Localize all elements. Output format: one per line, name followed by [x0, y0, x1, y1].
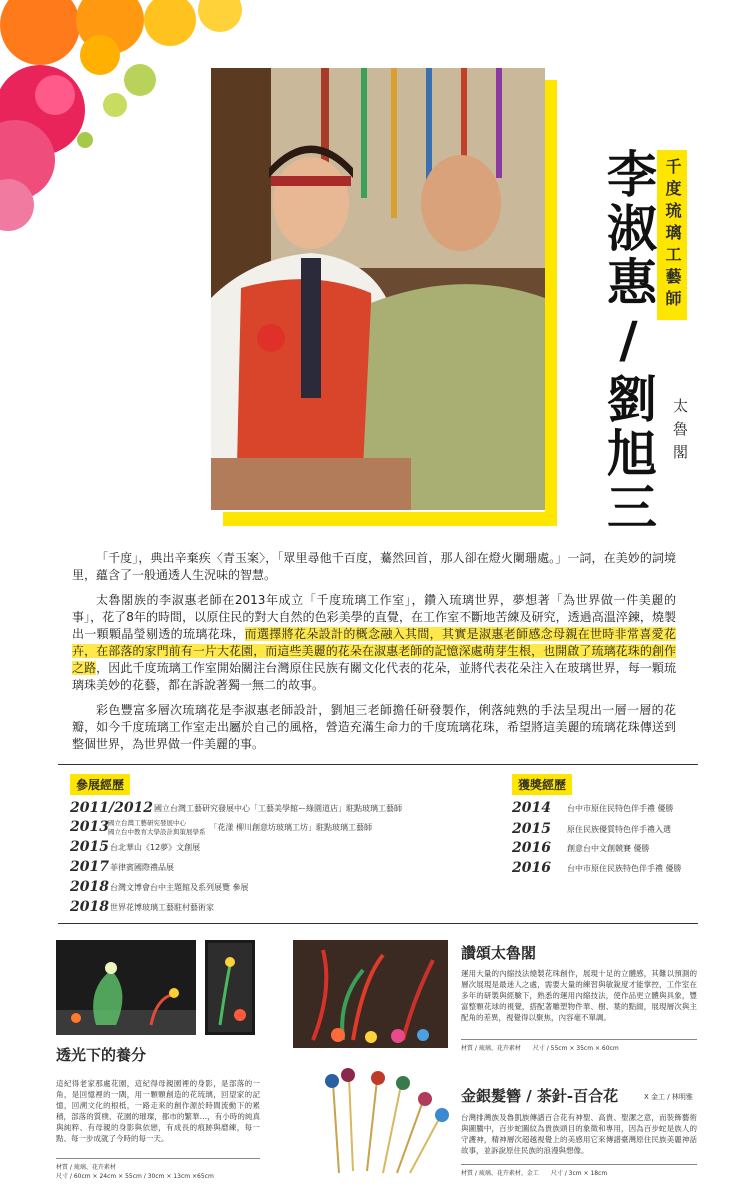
exhibition-item [70, 859, 174, 875]
work3-caption: 材質 / 琉璃、花卉素材、金工 尺寸 / 3cm × 18cm [461, 1170, 608, 1177]
work3-photo [305, 1065, 455, 1177]
work1-title: 透光下的養分 [56, 1046, 147, 1064]
exhibition-year: 2013 [70, 819, 109, 835]
exhibition-text: 台北華山《12夢》文創展 [110, 842, 201, 852]
intro-paragraph-3: 彩色豐富多層次琉璃花是李淑惠老師設計，劉旭三老師擔任研發製作，俐落純熟的手法呈現出一層一層的花瓣，如今千度琉璃工作室走出屬於自己的風格，營造充滿生命力的千度琉璃花珠，希望將這美麗的琉璃花珠傳送到整個世界，為世界做一件美麗的事。 [72, 703, 676, 751]
award-text: 台中市原住民特色伴手禮 優勝 [567, 803, 674, 813]
work3-title: 金銀髮簪 / 茶針-百合花 [461, 1087, 619, 1105]
exhibition-text: 世界花博玻璃工藝駐村藝術家 [110, 902, 214, 912]
photo-frame-accent-side [545, 80, 557, 526]
work2-caption: 材質 / 琉璃、花卉素材 尺寸 / 55cm × 35cm × 60cm [461, 1045, 619, 1052]
award-item [512, 800, 674, 816]
award-year: 2015 [512, 821, 551, 837]
intro-p2-highlight: 而選擇將花朵設計的概念融入其間，其實是淑惠老師感念母親在世時非常喜愛花卉，在部落的家門前有一片大花園，而這些美麗的花朵在淑惠老師的記憶深處萌芽生根，也開啟了琉璃花珠的創作之路 [72, 627, 676, 675]
award-year: 2016 [512, 840, 551, 856]
artist-title-tag: 千度琉璃工藝師 [657, 150, 687, 320]
exhibition-item [70, 839, 200, 855]
work1-caption-rule [56, 1158, 260, 1159]
exhibition-text: 菲律賓國際禮品展 [110, 862, 174, 872]
exhibition-year: 2011/2012 [70, 800, 154, 816]
section-divider-bottom [58, 923, 698, 924]
exhibition-text: 國立台中教育大學設計與策展學系 [108, 828, 206, 836]
work2-photo [293, 940, 448, 1048]
intro-text [72, 550, 676, 761]
exhibition-item [70, 800, 402, 816]
exhibition-text: 國立台灣工藝研究發展中心 [108, 819, 186, 827]
exhibition-text: 「花漾 柳川創意坊玻璃工坊」駐點玻璃工藝師 [209, 822, 373, 832]
exhibition-year: 2018 [70, 879, 109, 895]
work1-material: 材質 / 琉璃、花卉素材 [56, 1164, 116, 1171]
work1-photo-2 [205, 940, 255, 1035]
work3-caption-rule [461, 1164, 697, 1165]
award-item [512, 860, 682, 876]
exhibition-item [70, 818, 372, 836]
work1-size: 尺寸 / 60cm × 24cm × 55cm / 30cm × 13cm ×65cm [56, 1173, 214, 1180]
exhibition-item [70, 899, 214, 915]
artist-name: 李淑惠/劉旭三 [599, 148, 658, 535]
exhibition-text: 國立台灣工藝研究發展中心「工藝美學館ー綠園道店」駐點玻璃工藝師 [154, 803, 402, 813]
award-year: 2014 [512, 800, 551, 816]
tribe-label: 太魯閣 [671, 398, 689, 467]
exhibition-year: 2018 [70, 899, 109, 915]
photo-frame-accent-bottom [223, 512, 557, 526]
intro-p2-text-end: ，因此千度琉璃工作室開始關注台灣原住民族有關文化代表的花朵，並將代表花朵注入在玻璃世界，每一顆琉璃珠美妙的花藝，都在訴說著獨一無二的故事。 [72, 661, 676, 692]
work3-description: 台灣排灣族及魯凱族傳譜百合花有神聖、高貴、聖潔之意，而裝飾藝術與圖騰中，百步蛇圖紋為貴族頭目的象徵和專用，因為百步蛇是族人的守護神，精神層次超越視覺上的美感用它來傳譜臺灣原住民族美麗神話故事，並訴說原住民族的浪漫與想像。 [461, 1113, 697, 1155]
exhibition-item [70, 879, 249, 895]
work1-photo-1 [56, 940, 196, 1035]
award-item [512, 821, 671, 837]
exhibitions-label: 參展經歷 [70, 774, 130, 795]
intro-paragraph-2 [72, 592, 676, 694]
work3-credit: X 金工 / 林明雅 [644, 1093, 693, 1101]
awards-label: 獲獎經歷 [512, 774, 572, 795]
intro-p2-text: 太魯閣族的李淑惠老師在2013年成立「千度琉璃工作室」，鑽入琉璃世界，夢想著「為世界做一件美麗的事」，花了8年的時間，以原住民的對大自然的色彩美學的直覺，在工作室不斷地苦練及研究，透過高溫淬鍊，燒製出一顆顆晶瑩剔透的琉璃花珠， [72, 593, 676, 641]
exhibition-year: 2017 [70, 859, 109, 875]
award-text: 台中市原住民族特色伴手禮 優勝 [567, 863, 682, 873]
work2-description: 運用大量的內縮技法燒製花珠創作，展現十足的立體感，其難以預測的層次展現是最迷人之處，需要大量的練習與敏銳度才能掌控，工作室在多年的研製與經驗下，熟悉的運用內縮技法，使作品更立體與具象，豐富整顆花球的視覺，搭配著雕塑物件華、樹、葉的點綴，展現層次與主配角的差異，視覺得以聚焦，內容毫不單調。 [461, 969, 697, 1022]
award-text: 創意台中文創競賽 優勝 [567, 843, 650, 853]
work2-title: 讚頌太魯閣 [461, 944, 537, 962]
award-item [512, 840, 650, 856]
artists-photo [211, 68, 545, 510]
exhibition-year: 2015 [70, 839, 109, 855]
award-year: 2016 [512, 860, 551, 876]
work1-description: 這紀得老家那處花園，這紀得母親園裡的身影，是部落的一角，是回憶裡的一隅，用一顆顆創造的花琉璃，回望家的記憶，回溯文化的根柢，一路走來的創作源於時間流動下的累積，部落的質樸、花園的璀璨，都市的繁華…，有小時的純真與純粹、有母親的身影與依戀，有成長的痕跡與磨練，每一點、每一步成就了今時的每一天。 [56, 1079, 260, 1143]
section-divider-top [58, 764, 698, 765]
exhibition-text: 台灣文博會台中主題館及系列展覽 參展 [110, 882, 249, 892]
intro-paragraph-1: 「千度」，典出辛棄疾〈青玉案〉，「眾里尋他千百度，驀然回首，那人卻在燈火闌珊處。」一詞，在美妙的詞境里，蘊含了一般通透人生況味的智慧。 [72, 551, 676, 582]
work2-caption-rule [461, 1039, 697, 1040]
award-text: 原住民族優質特色伴手禮入選 [567, 824, 671, 834]
